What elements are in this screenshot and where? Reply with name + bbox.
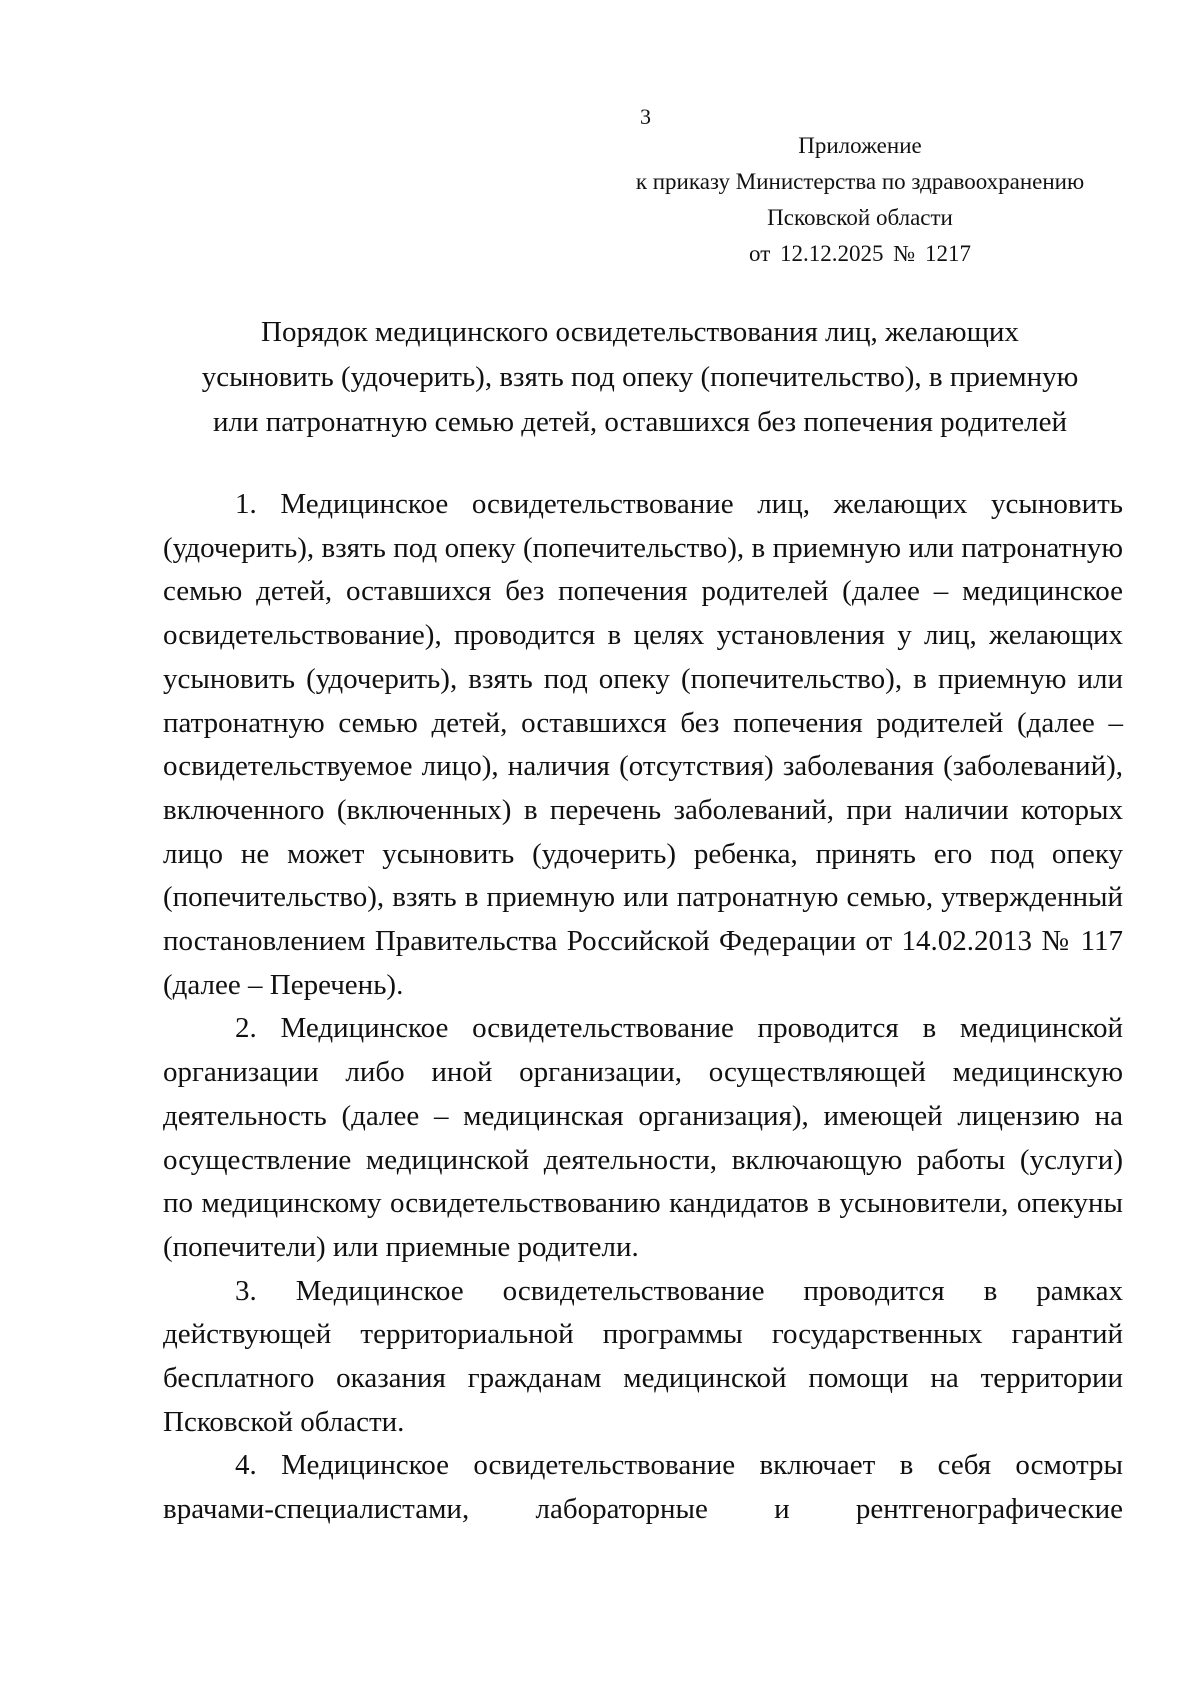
document-title	[150, 310, 1130, 445]
annex-header	[590, 128, 1130, 272]
annex-region: Псковской области	[767, 205, 953, 230]
paragraph-2: 2. Медицинское освидетельствование проводится в медицинской организации либо иной организации, осуществляющей медицинскую деятельность (далее – медицинская организация), имеющей лицензию на осуществление медицинской деятельности, включающую работы (услуги) по медицинскому освидетельствованию кандидатов в усыновители, опекуны (попечители) или приемные родители.	[163, 1012, 1123, 1263]
annex-order-reference: к приказу Министерства по здравоохранению	[635, 169, 1085, 194]
document-body	[163, 483, 1123, 1532]
paragraph-3: 3. Медицинское освидетельствование проводится в рамках действующей территориальной программы государственных гарантий бесплатного оказания гражданам медицинской помощи на территории Псковской области.	[163, 1274, 1123, 1438]
title-line-1: Порядок медицинского освидетельствования лиц, желающих	[261, 316, 1019, 348]
annex-date-number: от 12.12.2025 № 1217	[749, 241, 971, 266]
page-number: 3	[640, 104, 651, 129]
annex-label: Приложение	[798, 133, 922, 158]
paragraph-4: 4. Медицинское освидетельствование включает в себя осмотры врачами-специалистами, лабораторные и рентгенографические	[163, 1449, 1123, 1526]
paragraph-1: 1. Медицинское освидетельствование лиц, желающих усыновить (удочерить), взять под опеку (попечительство), в приемную или патронатную семью детей, оставшихся без попечения родителей (далее – медицинское освидетельствование), проводится в целях установления у лиц, желающих усыновить (удочерить), взять под опеку (попечительство), в приемную или патронатную семью детей, оставшихся без попечения родителей (далее – освидетельствуемое лицо), наличия (отсутствия) заболевания (заболеваний), включенного (включенных) в перечень заболеваний, при наличии которых лицо не может усыновить (удочерить) ребенка, принять его под опеку (попечительство), взять в приемную или патронатную семью, утвержденный постановлением Правительства Российской Федерации от 14.02.2013 № 117 (далее – Перечень).	[163, 488, 1123, 1001]
title-line-2: усыновить (удочерить), взять под опеку (попечительство), в приемную	[201, 361, 1079, 393]
title-line-3: или патронатную семью детей, оставшихся без попечения родителей	[212, 406, 1068, 438]
